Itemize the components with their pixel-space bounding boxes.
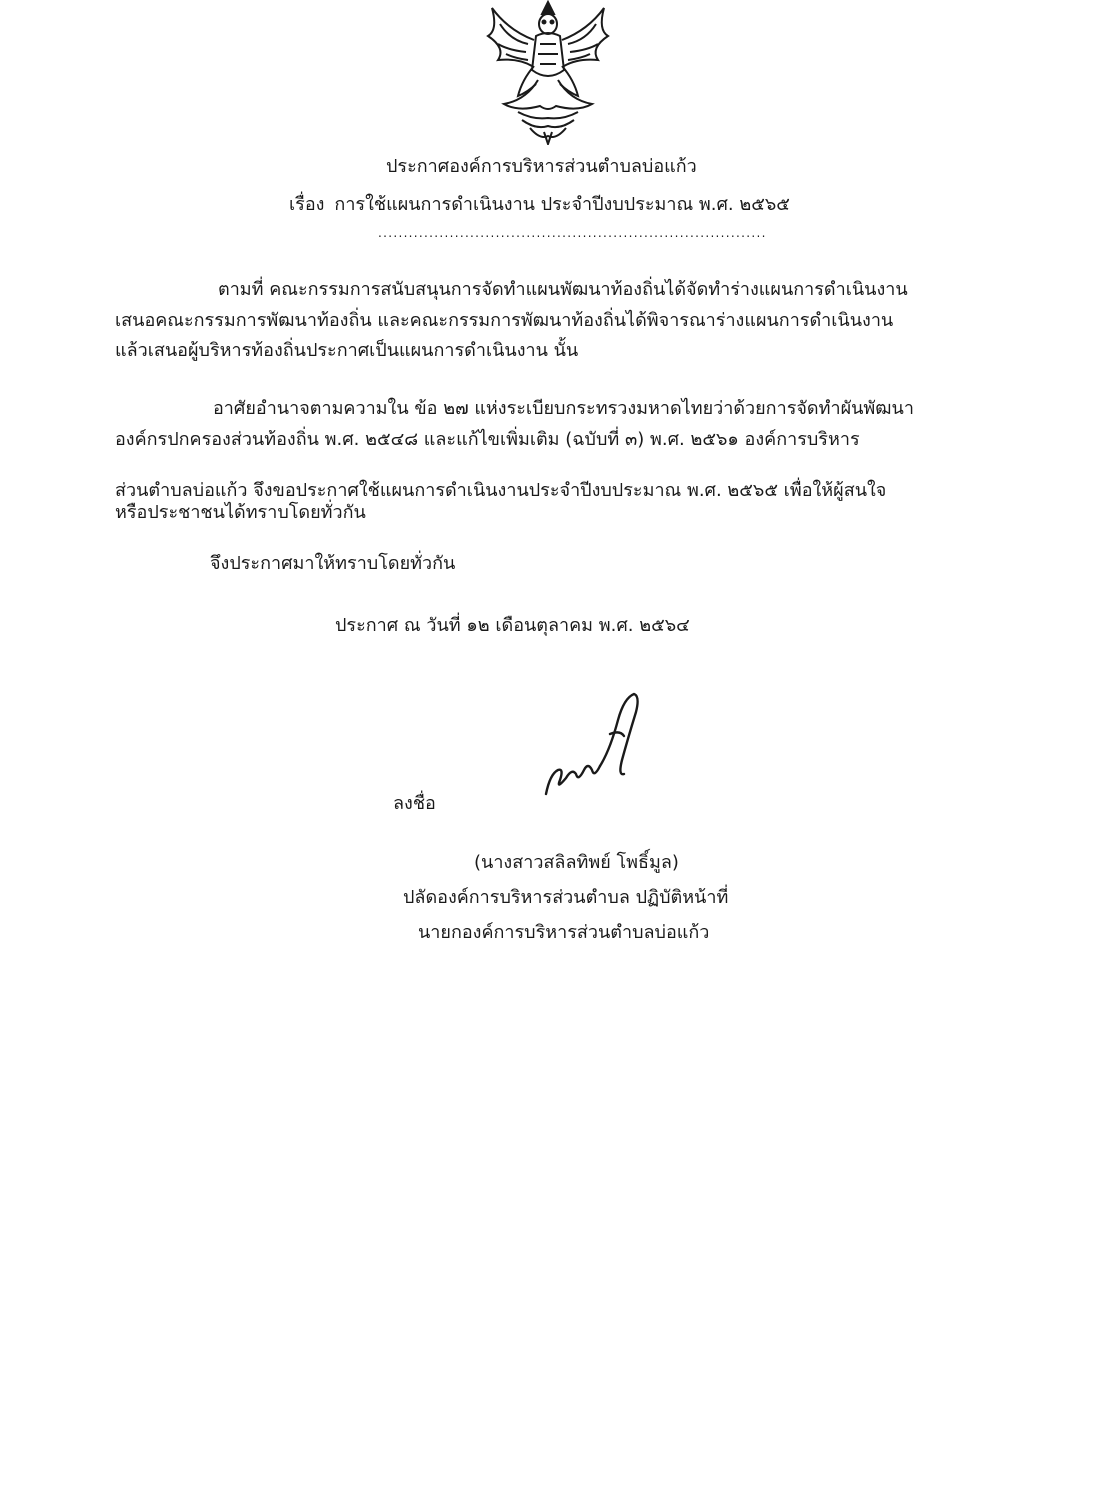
closing-line: จึงประกาศมาให้ทราบโดยทั่วกัน [210, 553, 456, 574]
garuda-emblem-icon [478, 0, 618, 145]
body-line-5: องค์กรปกครองส่วนท้องถิ่น พ.ศ. ๒๕๔๘ และแก้ไขเพิ่มเติม (ฉบับที่ ๓) พ.ศ. ๒๕๖๑ องค์การบริหาร [115, 429, 860, 450]
handwritten-signature [540, 690, 650, 800]
announcement-subject-line [289, 193, 790, 217]
signature-label: ลงชื่อ [393, 793, 436, 814]
body-line-6: ส่วนตำบลบ่อแก้ว จึงขอประกาศใช้แผนการดำเนินงานประจำปีงบประมาณ พ.ศ. ๒๕๖๕ เพื่อให้ผู้สนใจ [115, 480, 887, 501]
signer-position-1: ปลัดองค์การบริหารส่วนตำบล ปฏิบัติหน้าที่ [403, 887, 729, 908]
body-line-1: ตามที่ คณะกรรมการสนับสนุนการจัดทำแผนพัฒนาท้องถิ่นได้จัดทำร่างแผนการดำเนินงาน [218, 279, 908, 300]
body-line-4: อาศัยอำนาจตามความใน ข้อ ๒๗ แห่งระเบียบกระทรวงมหาดไทยว่าด้วยการจัดทำผันพัฒนา [213, 398, 914, 419]
body-line-3: แล้วเสนอผู้บริหารท้องถิ่นประกาศเป็นแผนการดำเนินงาน นั้น [115, 340, 579, 361]
subject-label: เรื่อง [289, 194, 325, 215]
title-divider: ............................................................................ [378, 226, 767, 240]
body-line-7: หรือประชาชนได้ทราบโดยทั่วกัน [115, 502, 366, 523]
announcement-date: ประกาศ ณ วันที่ ๑๒ เดือนตุลาคม พ.ศ. ๒๕๖๔ [335, 615, 690, 636]
signer-name: (นางสาวสลิลทิพย์ โพธิ์มูล) [474, 852, 679, 873]
announcement-title: ประกาศองค์การบริหารส่วนตำบลบ่อแก้ว [386, 156, 697, 177]
signer-position-2: นายกองค์การบริหารส่วนตำบลบ่อแก้ว [418, 922, 710, 943]
subject-text: การใช้แผนการดำเนินงาน ประจำปีงบประมาณ พ.ศ. ๒๕๖๕ [334, 194, 790, 215]
body-line-2: เสนอคณะกรรมการพัฒนาท้องถิ่น และคณะกรรมการพัฒนาท้องถิ่นได้พิจารณาร่างแผนการดำเนินงาน [115, 310, 894, 331]
